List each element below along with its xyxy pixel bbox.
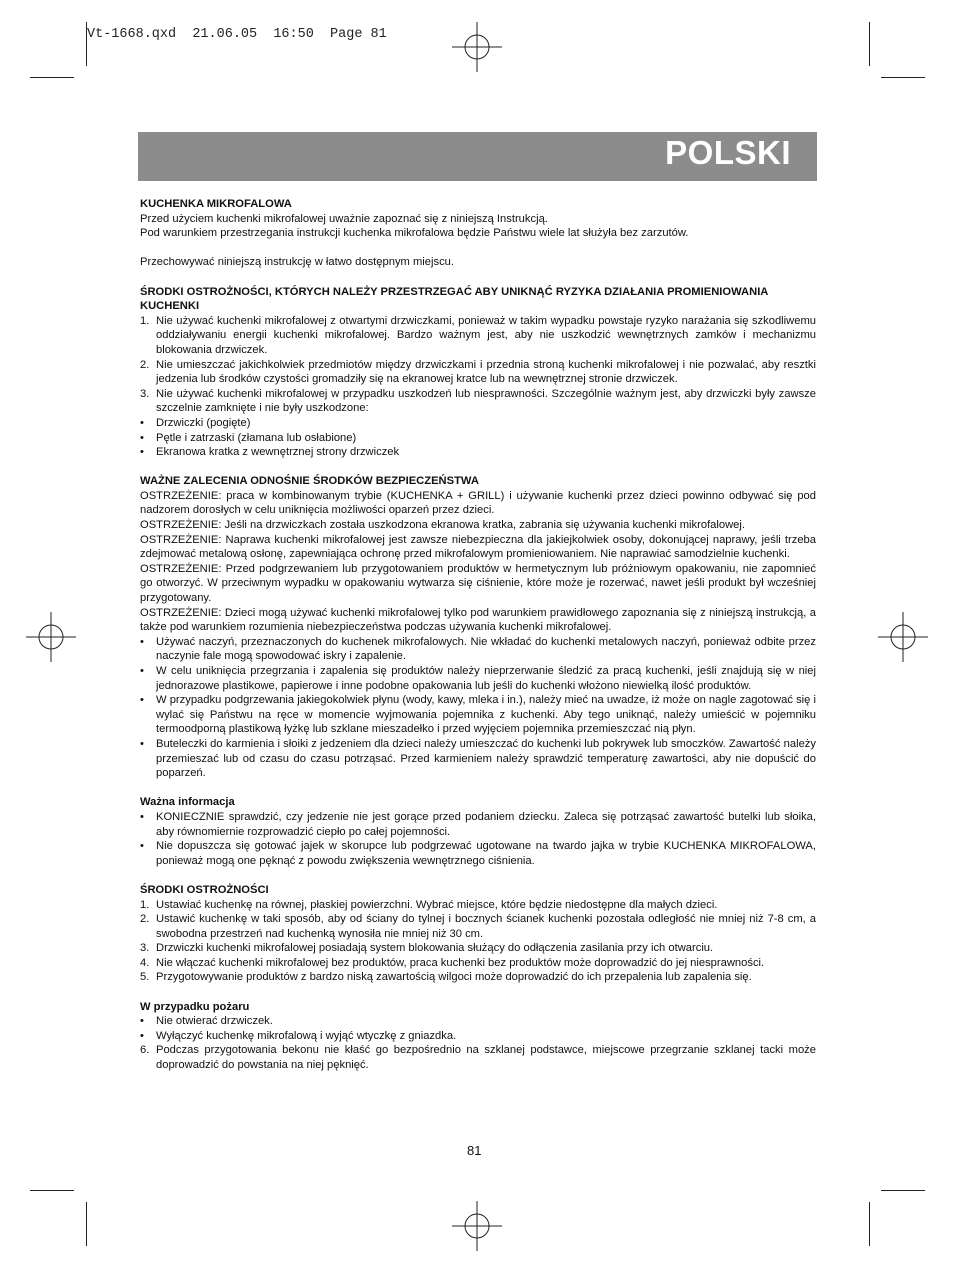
list-marker: 2. [140,358,150,371]
list-item [140,898,816,913]
list-item [140,1043,816,1072]
warning-paragraph: OSTRZEŻENIE: Dzieci mogą używać kuchenki mikrofalowej tylko pod warunkiem prawidłowego zapoznania się z niniejszą instrukcją, a także pod warunkiem rozumienia niebezpieczeństwa podczas używania kuchenki mikrofalowej. [140,606,816,634]
list-item [140,314,816,358]
list-item [140,912,816,941]
list-marker: 1. [140,898,150,911]
list-item-text: Drzwiczki (pogięte) [156,416,251,429]
list-item-text: Pętle i zatrzaski (złamana lub osłabione) [156,431,357,444]
warning-paragraph: OSTRZEŻENIE: praca w kombinowanym trybie (KUCHENKA + GRILL) i używanie kuchenki przez dzieci powinno odbywać się pod nadzorem dorosłych w celu uniknięcia możliwości oparzeń przez dzieci. [140,489,816,517]
list-item-text: Nie używać kuchenki mikrofalowej z otwartymi drzwiczkami, ponieważ w takim wypadku powstaje ryzyko narażania się szkodliwemu oddziaływaniu energii kuchenki mikrofalowej. Bardzo ważnym jest, aby nie uszkodzić wewnętrznych zamków i mechanizmu blokowania drzwiczek. [156,314,816,356]
list-item-text: Nie umieszczać jakichkolwiek przedmiotów między drzwiczkami i przednia stroną kuchenki mikrofalowej i nie pozwalać, aby resztki jedzenia lub środków czystości gromadziły się na ekranowej kratce lub na wewnętrznej stronie drzwiczek. [156,358,816,386]
registration-mark-icon [878,612,928,662]
list-marker: • [140,431,144,444]
list-item-text: Drzwiczki kuchenki mikrofalowej posiadają system blokowania służący do odłączenia zasilania przy ich otwarciu. [156,942,714,955]
page-number: 81 [467,1143,482,1158]
list-item [140,1014,816,1029]
list-item [140,635,816,664]
list-item [140,810,816,839]
list-item-text: Ustawić kuchenkę w taki sposób, aby od ściany do tylnej i bocznych ścianek kuchenki pozostała odległość nie mniej niż 7-8 cm, a swobodna przestrzeń nad kuchenką wynosiła nie mniej niż 30 cm. [156,913,816,940]
warning-paragraph: OSTRZEŻENIE: Przed podgrzewaniem lub przygotowaniem produktów w hermetycznym lub próżniowym opakowaniu, nie zapomnieć go otworzyć. W przeciwnym wypadku w opakowaniu wytwarza się ciśnienie, które może je rozerwać, nawet jeśli produkt był wcześniej przygotowany. [140,562,816,605]
list-item-text: Nie dopuszcza się gotować jajek w skorupce lub podgrzewać ugotowane na twardo jajka w trybie KUCHENKA MIKROFALOWA, ponieważ mogą one pęknąć z powodu zwiększenia wewnętrznego ciśnienia. [156,840,816,867]
list-marker: • [140,810,144,823]
list-marker: 3. [140,387,150,400]
list-marker: 5. [140,971,150,984]
list-item [140,416,816,431]
list-item-text: Przygotowywanie produktów z bardzo niską zawartością wilgoci może doprowadzić do ich przepalenia lub zapalenia się. [156,971,752,984]
warning-paragraph: OSTRZEŻENIE: Jeśli na drzwiczkach została uszkodzona ekranowa kratka, zabrania się używania kuchenki mikrofalowej. [140,519,745,532]
list-item-text: Ekranowa kratka z wewnętrznej strony drzwiczek [156,446,400,459]
list-marker: 3. [140,942,150,955]
paragraph: Pod warunkiem przestrzegania instrukcji kuchenka mikrofalowa będzie Państwu wiele lat służyła bez zarzutów. [140,227,689,240]
crop-mark [30,1190,74,1191]
list-marker: • [140,665,144,677]
list-item-text: Nie otwierać drzwiczek. [156,1015,273,1028]
crop-mark [881,1190,925,1191]
section-heading: ŚRODKI OSTROŻNOŚCI, KTÓRYCH NALEŻY PRZESTRZEGAĆ ABY UNIKNĄĆ RYZYKA DZIAŁANIA PROMIENIOWANIA KUCHENKI [140,285,768,313]
page-title: POLSKI [665,134,791,171]
list-item [140,956,816,971]
list-marker: • [140,737,144,750]
list-marker: • [140,840,144,853]
paragraph: Przed użyciem kuchenki mikrofalowej uważnie zapoznać się z niniejszą Instrukcją. [140,212,548,225]
crop-mark [86,22,87,66]
print-slug: Vt-1668.qxd 21.06.05 16:50 Page 81 [87,27,387,42]
list-item-text: Wyłączyć kuchenkę mikrofalową i wyjąć wtyczkę z gniazdka. [156,1029,457,1042]
list-item-text: Buteleczki do karmienia i słoiki z jedzeniem dla dzieci należy umieszczać do kuchenki lub pokrywek lub smoczków. Zawartość należy przemieszać lub od czasu do czasu potrząsać. Przed karmieniem należy sprawdzić temperaturę zawartości, aby nie dopuścić do poparzeń. [156,737,816,780]
list-marker: • [140,1029,144,1042]
registration-mark-icon [452,22,502,72]
list-item [140,737,816,781]
crop-mark [869,22,870,66]
list-marker: 6. [140,1044,150,1057]
list-item-text: Podczas przygotowania bekonu nie kłaść go bezpośrednio na szklanej podstawce, miejscowe przegrzanie szklanej tacki może doprowadzić do powstania na niej pęknięć. [156,1044,816,1072]
list-item [140,431,816,446]
list-item-text: Nie używać kuchenki mikrofalowej w przypadku uszkodzeń lub niesprawności. Szczególnie ważnym jest, aby drzwiczki były zawsze szczelnie zamknięte i nie były uszkodzone: [156,387,816,415]
list-marker: • [140,416,144,429]
list-item [140,970,816,985]
list-marker: • [140,694,144,707]
list-item [140,445,816,460]
section-heading: Ważna informacja [140,796,235,809]
list-item-text: Używać naczyń, przeznaczonych do kuchenek mikrofalowych. Nie wkładać do kuchenki metalowych naczyń, ponieważ odbite przez naczynie fale mogą spowodować iskry i zapalenie. [156,635,816,663]
list-item [140,1029,816,1044]
list-marker: • [140,446,144,459]
registration-mark-icon [26,612,76,662]
list-item-text: W przypadku podgrzewania jakiegokolwiek płynu (wody, kawy, mleka i in.), należy mieć na uwadze, iż może on nagle zagotować się i wylać się Państwu na ręce w momencie wyjmowania pojemnika z kuchenki. Aby tego uniknąć, należy umieścić w pojemniku termoodporną plastikową łyżkę lub szklane mieszadełko i przed wyjęciem pojemnika przemieszczać nią płyn. [156,694,816,736]
list-item [140,358,816,387]
list-marker: • [140,1015,144,1028]
section-heading: W przypadku pożaru [140,1000,250,1013]
language-banner [138,132,817,181]
section-heading: WAŻNE ZALECENIA ODNOŚNIE ŚRODKÓW BEZPIECZEŃSTWA [140,475,479,488]
list-item [140,664,816,693]
crop-mark [86,1202,87,1246]
crop-mark [30,77,74,78]
section-heading: ŚRODKI OSTROŻNOŚCI [140,883,269,896]
document-body [140,197,816,1073]
crop-mark [869,1202,870,1246]
list-item-text: KONIECZNIE sprawdzić, czy jedzenie nie jest gorące przed podaniem dziecku. Zaleca się potrząsać zawartość butelki lub słoika, aby równomiernie rozprowadzić ciepło po całej pojemności. [156,810,816,838]
list-item [140,387,816,416]
list-item-text: W celu uniknięcia przegrzania i zapalenia się produktów należy nieprzerwanie śledzić za pracą kuchenki, jeśli znajdują się w niej jednorazowe plastikowe, papierowe i inne podobne opakowania lub jeśli do kuchenki włożono niewielką ilość produktów. [156,665,816,692]
section-heading: KUCHENKA MIKROFALOWA [140,198,292,210]
list-marker: 2. [140,913,150,926]
list-marker: 1. [140,314,150,327]
crop-mark [881,77,925,78]
list-item [140,941,816,956]
warning-paragraph: OSTRZEŻENIE: Naprawa kuchenki mikrofalowej jest zawsze niebezpieczna dla jakiejkolwiek osoby, dokonującej naprawy, jeśli trzeba zdejmować metalową osłonę, zapewniająca ochronę przed mikrofalowym promieniowaniem. Nie naprawiać samodzielnie kuchenki. [140,533,816,561]
list-marker: • [140,635,144,648]
list-marker: 4. [140,956,150,969]
list-item-text: Ustawiać kuchenkę na równej, płaskiej powierzchni. Wybrać miejsce, które będzie niedostępne dla małych dzieci. [156,898,718,911]
list-item [140,839,816,868]
paragraph: Przechowywać niniejszą instrukcję w łatwo dostępnym miejscu. [140,256,454,269]
registration-mark-icon [452,1201,502,1251]
list-item [140,693,816,737]
list-item-text: Nie włączać kuchenki mikrofalowej bez produktów, praca kuchenki bez produktów może doprowadzić do jej niesprawności. [156,956,765,969]
